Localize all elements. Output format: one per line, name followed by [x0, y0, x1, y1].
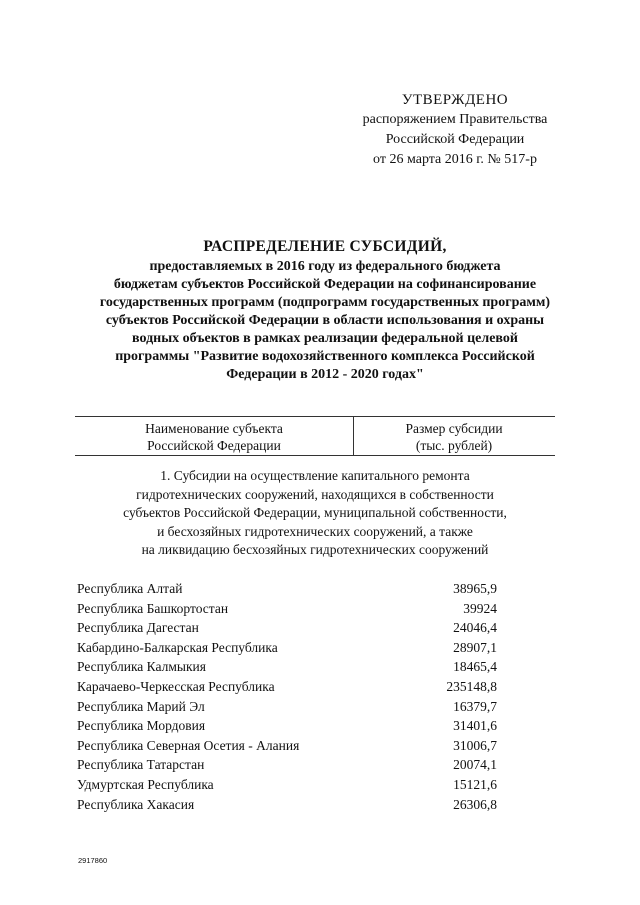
column-header-text: (тыс. рублей)	[415, 438, 493, 453]
section-heading	[70, 467, 560, 560]
column-header-region	[75, 420, 353, 454]
title-line: программы "Развитие водохозяйственного комплекса Российской	[115, 349, 535, 364]
column-header-text: Размер субсидии	[405, 421, 503, 436]
table-row	[77, 618, 497, 638]
region-name: Республика Марий Эл	[77, 698, 205, 714]
approval-line: распоряжением Правительства	[362, 112, 548, 127]
table-row	[77, 716, 497, 736]
column-header-amount	[353, 420, 555, 454]
subsidy-amount: 235148,8	[446, 678, 497, 694]
section-line: на ликвидацию бесхозяйных гидротехнических сооружений	[141, 542, 489, 557]
region-name: Кабардино-Балкарская Республика	[77, 639, 278, 655]
title-line: бюджетам субъектов Российской Федерации на софинансирование	[113, 277, 537, 292]
table-row	[77, 579, 497, 599]
title-main: РАСПРЕДЕЛЕНИЕ СУБСИДИЙ,	[203, 238, 447, 255]
subsidy-amount: 16379,7	[453, 698, 497, 714]
title-line: субъектов Российской Федерации в области использования и охраны	[105, 313, 545, 328]
document-title	[60, 238, 590, 384]
table-row	[77, 775, 497, 795]
section-line: и бесхозяйных гидротехнических сооружений, а также	[157, 523, 473, 539]
subsidy-amount: 31401,6	[453, 718, 497, 734]
region-name: Карачаево-Черкесская Республика	[77, 678, 275, 694]
subsidy-amount: 31006,7	[453, 737, 497, 753]
region-name: Республика Мордовия	[77, 718, 206, 734]
column-header-text: Российской Федерации	[147, 438, 281, 453]
title-line: предоставляемых в 2016 году из федерального бюджета	[149, 259, 501, 274]
approval-heading: УТВЕРЖДЕНО	[401, 92, 509, 108]
region-name: Республика Алтай	[77, 581, 183, 596]
title-line: государственных программ (подпрограмм государственных программ)	[99, 295, 551, 310]
subsidy-amount: 15121,6	[453, 776, 497, 792]
section-line: субъектов Российской Федерации, муниципальной собственности,	[123, 505, 507, 520]
table-row	[77, 599, 497, 619]
approval-date-number: от 26 марта 2016 г. № 517-р	[373, 152, 537, 167]
subsidy-amount: 26306,8	[453, 796, 497, 812]
approval-line: Российской Федерации	[385, 132, 525, 147]
subsidy-amount: 28907,1	[453, 639, 497, 655]
region-name: Удмуртская Республика	[77, 776, 214, 792]
subsidy-amount: 24046,4	[453, 620, 497, 636]
subsidy-amount: 38965,9	[453, 581, 497, 596]
table-row	[77, 736, 497, 756]
title-line: водных объектов в рамках реализации федеральной целевой	[132, 331, 518, 346]
region-name: Республика Хакасия	[77, 796, 195, 812]
title-line: Федерации в 2012 - 2020 годах"	[226, 367, 424, 382]
document-code: 2917860	[78, 856, 108, 865]
table-row	[77, 795, 497, 815]
section-line: гидротехнических сооружений, находящихся в собственности	[136, 486, 494, 502]
subsidy-list	[77, 579, 497, 814]
region-name: Республика Башкортостан	[77, 600, 229, 616]
section-line: 1. Субсидии на осуществление капитального ремонта	[160, 468, 470, 483]
table-row	[77, 638, 497, 658]
table-row	[77, 697, 497, 717]
table-header	[75, 416, 555, 456]
table-row	[77, 677, 497, 697]
subsidy-amount: 39924	[463, 600, 497, 616]
table-row	[77, 755, 497, 775]
table-row	[77, 657, 497, 677]
column-header-text: Наименование субъекта	[145, 421, 283, 436]
region-name: Республика Калмыкия	[77, 659, 206, 675]
region-name: Республика Дагестан	[77, 620, 199, 636]
approval-block	[340, 90, 570, 170]
region-name: Республика Северная Осетия - Алания	[77, 737, 300, 753]
subsidy-amount: 18465,4	[453, 659, 497, 675]
subsidy-amount: 20074,1	[453, 757, 497, 773]
region-name: Республика Татарстан	[77, 757, 205, 773]
